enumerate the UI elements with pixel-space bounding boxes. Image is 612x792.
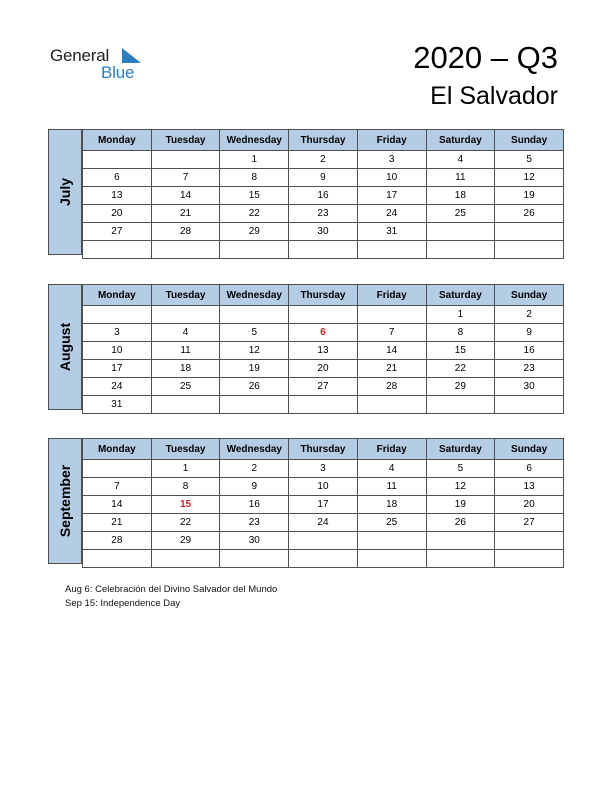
day-cell: 10: [83, 342, 152, 360]
day-cell: [357, 550, 426, 568]
week-row: [83, 360, 564, 378]
month-label-cell: [48, 284, 82, 410]
day-cell: 11: [357, 478, 426, 496]
week-row: [83, 378, 564, 396]
day-cell: 25: [357, 514, 426, 532]
day-cell: 16: [289, 187, 358, 205]
day-cell: 28: [357, 378, 426, 396]
day-cell: 21: [83, 514, 152, 532]
month-label: July: [57, 177, 73, 207]
day-cell: 22: [151, 514, 220, 532]
day-cell: 18: [357, 496, 426, 514]
day-cell: 17: [289, 496, 358, 514]
day-cell: [151, 306, 220, 324]
day-cell: [83, 151, 152, 169]
day-cell: 3: [357, 151, 426, 169]
day-cell: 9: [289, 169, 358, 187]
day-cell: 27: [83, 223, 152, 241]
day-cell: 8: [151, 478, 220, 496]
weekday-header: Sunday: [495, 439, 564, 460]
day-cell: 16: [220, 496, 289, 514]
day-cell: 1: [151, 460, 220, 478]
day-cell: 19: [220, 360, 289, 378]
day-cell: [495, 223, 564, 241]
calendar-table: [82, 438, 564, 568]
day-cell: 5: [426, 460, 495, 478]
day-cell: 17: [357, 187, 426, 205]
day-cell: 21: [357, 360, 426, 378]
month-august: [48, 284, 564, 410]
month-label: September: [57, 464, 73, 538]
weekday-header: Thursday: [289, 130, 358, 151]
day-cell: [357, 241, 426, 259]
day-cell: 4: [151, 324, 220, 342]
weekday-header: Thursday: [289, 439, 358, 460]
week-row: [83, 460, 564, 478]
day-cell: 25: [151, 378, 220, 396]
weekday-header: Saturday: [426, 130, 495, 151]
day-cell: 8: [220, 169, 289, 187]
day-cell: 8: [426, 324, 495, 342]
day-cell: 15: [426, 342, 495, 360]
day-cell: 26: [495, 205, 564, 223]
day-cell: [426, 396, 495, 414]
day-cell: [357, 306, 426, 324]
day-cell: 24: [289, 514, 358, 532]
day-cell: 24: [357, 205, 426, 223]
day-cell: [426, 223, 495, 241]
day-cell: 15: [220, 187, 289, 205]
weekday-header: Friday: [357, 439, 426, 460]
day-cell: [289, 241, 358, 259]
weekday-header: Thursday: [289, 285, 358, 306]
week-row: [83, 478, 564, 496]
day-cell: 13: [495, 478, 564, 496]
day-cell: 17: [83, 360, 152, 378]
weekday-header-row: [83, 285, 564, 306]
day-cell: 7: [151, 169, 220, 187]
day-cell: [151, 151, 220, 169]
day-cell: [495, 532, 564, 550]
day-cell: 29: [426, 378, 495, 396]
day-cell: 6: [83, 169, 152, 187]
day-cell: 2: [220, 460, 289, 478]
holiday-note: Sep 15: Independence Day: [65, 598, 181, 609]
day-cell: 18: [426, 187, 495, 205]
weekday-header: Saturday: [426, 439, 495, 460]
week-row: [83, 241, 564, 259]
day-cell: 11: [426, 169, 495, 187]
weekday-header: Sunday: [495, 285, 564, 306]
week-row: [83, 496, 564, 514]
day-cell: 30: [289, 223, 358, 241]
day-cell: 4: [357, 460, 426, 478]
logo-text-blue: Blue: [101, 63, 135, 82]
day-cell: 3: [289, 460, 358, 478]
day-cell: [151, 396, 220, 414]
day-cell: 14: [151, 187, 220, 205]
day-cell: 9: [495, 324, 564, 342]
weekday-header: Wednesday: [220, 285, 289, 306]
day-cell: 27: [289, 378, 358, 396]
week-row: [83, 169, 564, 187]
month-september: [48, 438, 564, 564]
weekday-header: Monday: [83, 439, 152, 460]
weekday-header-row: [83, 130, 564, 151]
month-label-cell: [48, 129, 82, 255]
week-row: [83, 151, 564, 169]
day-cell: 14: [357, 342, 426, 360]
day-cell: 13: [289, 342, 358, 360]
day-cell: [83, 550, 152, 568]
day-cell: 26: [220, 378, 289, 396]
week-row: [83, 324, 564, 342]
weekday-header-row: [83, 439, 564, 460]
day-cell: 26: [426, 514, 495, 532]
holiday-note: Aug 6: Celebración del Divino Salvador del Mundo: [65, 584, 278, 595]
day-cell: 4: [426, 151, 495, 169]
month-label-cell: [48, 438, 82, 564]
day-cell: [83, 306, 152, 324]
day-cell: 28: [83, 532, 152, 550]
calendar-table: [82, 129, 564, 259]
day-cell: 1: [220, 151, 289, 169]
day-cell: [289, 306, 358, 324]
day-cell: 30: [495, 378, 564, 396]
day-cell: 25: [426, 205, 495, 223]
day-cell: 21: [151, 205, 220, 223]
day-cell: 7: [83, 478, 152, 496]
day-cell: [289, 396, 358, 414]
day-cell: [495, 396, 564, 414]
weekday-header: Tuesday: [151, 439, 220, 460]
calendar-table: [82, 284, 564, 414]
day-cell: [151, 241, 220, 259]
day-cell: 24: [83, 378, 152, 396]
day-cell: [220, 550, 289, 568]
day-cell: [151, 550, 220, 568]
day-cell: 5: [495, 151, 564, 169]
weekday-header: Monday: [83, 130, 152, 151]
logo-triangle-icon: [122, 48, 141, 63]
weekday-header: Wednesday: [220, 130, 289, 151]
day-cell: [357, 396, 426, 414]
day-cell: [83, 241, 152, 259]
weekday-header: Friday: [357, 285, 426, 306]
country-subtitle: El Salvador: [430, 82, 558, 110]
day-cell: [495, 550, 564, 568]
weekday-header: Friday: [357, 130, 426, 151]
day-cell: 10: [357, 169, 426, 187]
day-cell: 22: [220, 205, 289, 223]
day-cell: 23: [289, 205, 358, 223]
day-cell: [220, 241, 289, 259]
weekday-header: Tuesday: [151, 130, 220, 151]
day-cell: [495, 241, 564, 259]
day-cell: 31: [357, 223, 426, 241]
day-cell: 5: [220, 324, 289, 342]
week-row: [83, 205, 564, 223]
day-cell: 6: [289, 324, 358, 342]
week-row: [83, 306, 564, 324]
day-cell: 11: [151, 342, 220, 360]
weekday-header: Tuesday: [151, 285, 220, 306]
day-cell: 29: [151, 532, 220, 550]
day-cell: 3: [83, 324, 152, 342]
day-cell: 20: [83, 205, 152, 223]
month-label: August: [57, 322, 73, 372]
day-cell: 16: [495, 342, 564, 360]
day-cell: 22: [426, 360, 495, 378]
page-title: 2020 – Q3: [413, 40, 558, 75]
day-cell: 14: [83, 496, 152, 514]
day-cell: [83, 460, 152, 478]
day-cell: 23: [220, 514, 289, 532]
day-cell: 18: [151, 360, 220, 378]
week-row: [83, 532, 564, 550]
weekday-header: Wednesday: [220, 439, 289, 460]
day-cell: [357, 532, 426, 550]
holiday-notes: [65, 583, 277, 611]
generalblue-logo: [50, 44, 150, 84]
week-row: [83, 550, 564, 568]
week-row: [83, 514, 564, 532]
day-cell: 9: [220, 478, 289, 496]
logo-text-general: General: [50, 46, 110, 65]
day-cell: 10: [289, 478, 358, 496]
day-cell: 20: [289, 360, 358, 378]
day-cell: 1: [426, 306, 495, 324]
day-cell: 27: [495, 514, 564, 532]
day-cell: [220, 396, 289, 414]
day-cell: 31: [83, 396, 152, 414]
day-cell: [220, 306, 289, 324]
week-row: [83, 187, 564, 205]
day-cell: 2: [495, 306, 564, 324]
day-cell: 28: [151, 223, 220, 241]
day-cell: [289, 532, 358, 550]
month-july: [48, 129, 564, 255]
day-cell: 23: [495, 360, 564, 378]
week-row: [83, 342, 564, 360]
day-cell: 29: [220, 223, 289, 241]
day-cell: 12: [426, 478, 495, 496]
week-row: [83, 223, 564, 241]
weekday-header: Sunday: [495, 130, 564, 151]
day-cell: 19: [426, 496, 495, 514]
weekday-header: Saturday: [426, 285, 495, 306]
day-cell: [426, 532, 495, 550]
day-cell: 30: [220, 532, 289, 550]
day-cell: 7: [357, 324, 426, 342]
day-cell: 13: [83, 187, 152, 205]
weekday-header: Monday: [83, 285, 152, 306]
day-cell: [426, 241, 495, 259]
day-cell: [426, 550, 495, 568]
day-cell: 15: [151, 496, 220, 514]
day-cell: 20: [495, 496, 564, 514]
day-cell: [289, 550, 358, 568]
day-cell: 6: [495, 460, 564, 478]
week-row: [83, 396, 564, 414]
day-cell: 2: [289, 151, 358, 169]
day-cell: 19: [495, 187, 564, 205]
day-cell: 12: [495, 169, 564, 187]
day-cell: 12: [220, 342, 289, 360]
